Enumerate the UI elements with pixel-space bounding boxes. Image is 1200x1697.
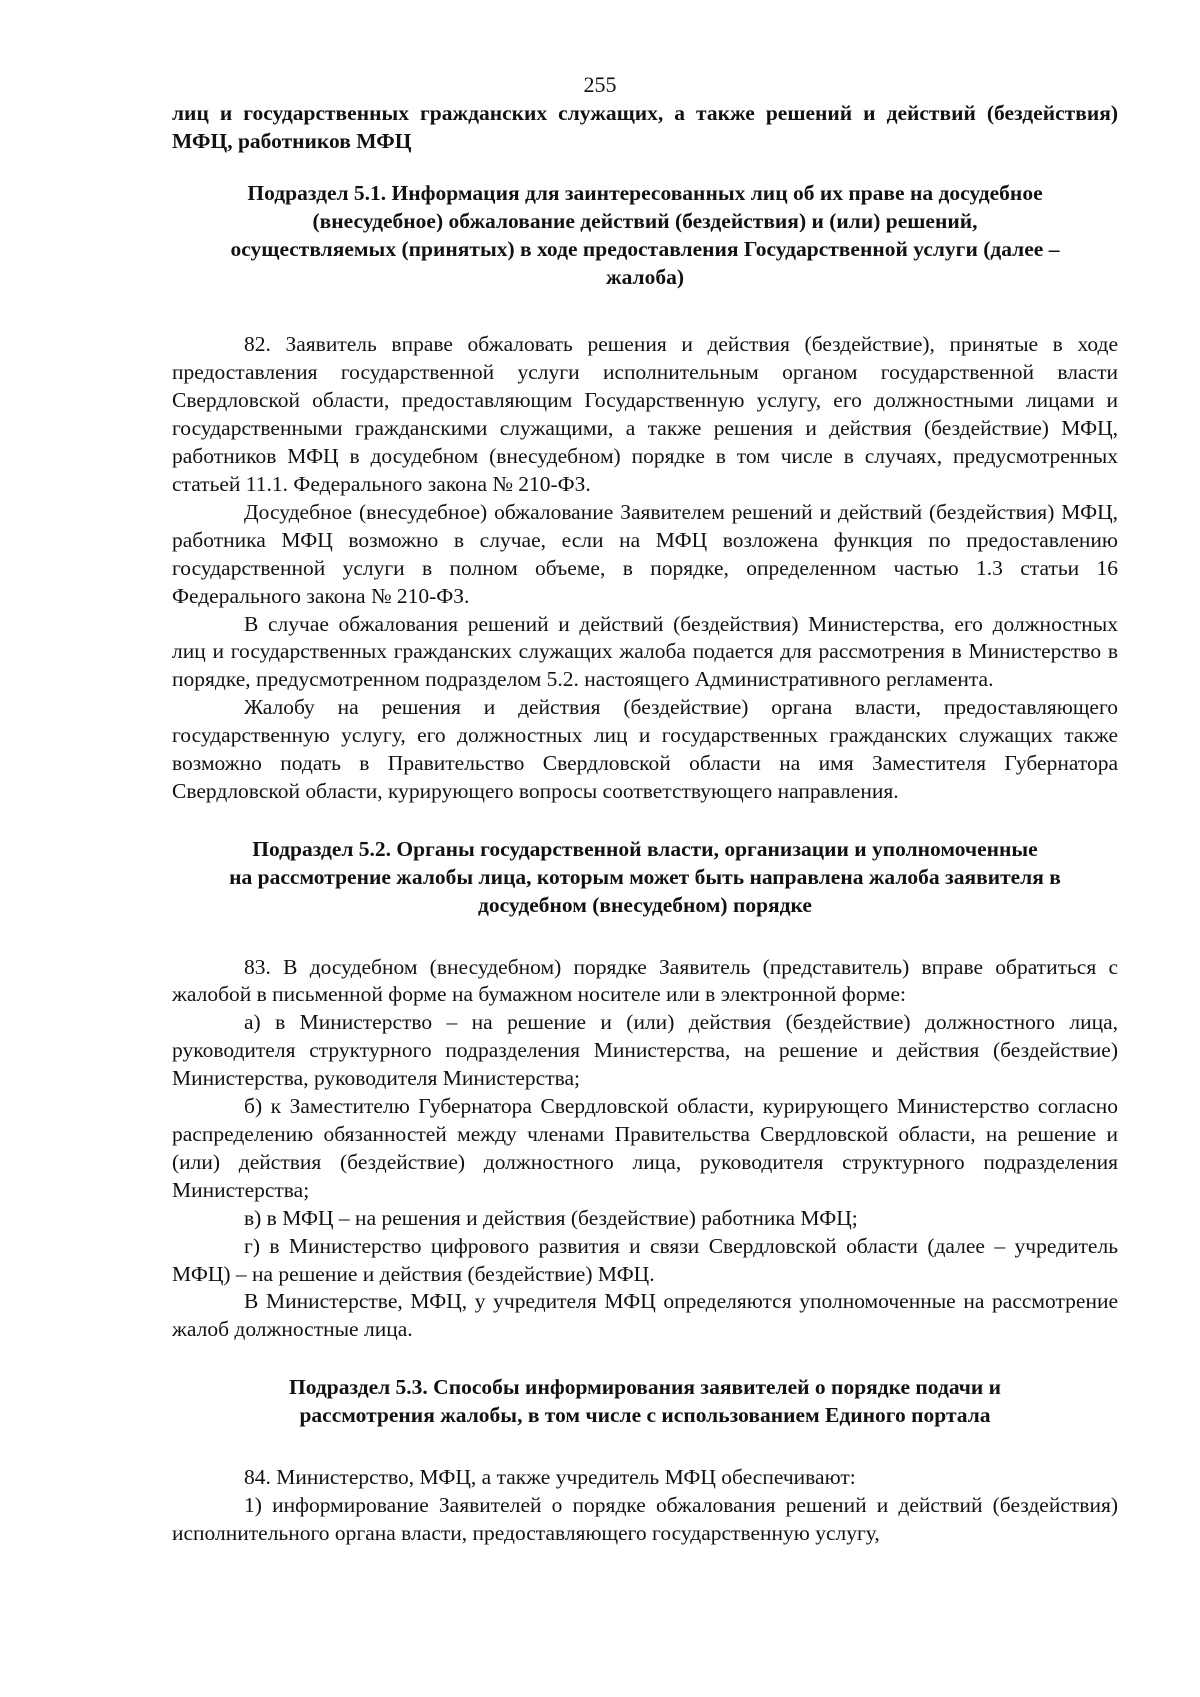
- heading-line: Подраздел 5.3. Способы информирования заявителей о порядке подачи и: [289, 1375, 1001, 1400]
- subsection-5-2-heading: [172, 836, 1118, 920]
- list-item-v: в) в МФЦ – на решения и действия (бездействие) работника МФЦ;: [244, 1205, 858, 1230]
- list-item-g: г) в Министерство цифрового развития и связи Свердловской области (далее – учредитель МФЦ) – на решение и действия (бездействие) МФЦ.: [172, 1233, 1118, 1286]
- subsection-5-3-heading: [172, 1374, 1118, 1430]
- paragraph-83: 83. В досудебном (внесудебном) порядке Заявитель (представитель) вправе обратиться с жалобой в письменной форме на бумажном носителе или в электронной форме:: [172, 954, 1118, 1007]
- heading-line: Подраздел 5.1. Информация для заинтересованных лиц об их праве на досудебное: [247, 180, 1043, 205]
- heading-line: осуществляемых (принятых) в ходе предоставления Государственной услуги (далее –: [230, 236, 1060, 261]
- paragraph-82: 82. Заявитель вправе обжаловать решения и действия (бездействие), принятые в ходе предоставления государственной услуги исполнительным органом государственной власти Свердловской области, предоставляющим Государственную услугу, его должностными лицами и государственными гражданскими служащими, а также решения и действия (бездействие) МФЦ, работников МФЦ в досудебном (внесудебном) порядке в том числе в случаях, предусмотренных статьей 11.1. Федерального закона № 210-ФЗ.: [172, 332, 1118, 496]
- continued-section-heading: лиц и государственных гражданских служащих, а также решений и действий (бездействия) МФЦ, работников МФЦ: [172, 101, 1118, 153]
- paragraph: В Министерстве, МФЦ, у учредителя МФЦ определяются уполномоченные на рассмотрение жалоб должностные лица.: [172, 1289, 1118, 1342]
- paragraph: Досудебное (внесудебное) обжалование Заявителем решений и действий (бездействия) МФЦ, работника МФЦ возможно в случае, если на МФЦ возложена функция по предоставлению государственной услуги в полном объеме, в порядке, определенном частью 1.3 статьи 16 Федерального закона № 210-ФЗ.: [172, 499, 1118, 608]
- page-content: [172, 100, 1118, 1548]
- heading-line: Подраздел 5.2. Органы государственной власти, организации и уполномоченные: [252, 836, 1038, 861]
- list-item-b: б) к Заместителю Губернатора Свердловской области, курирующего Министерство согласно распределению обязанностей между членами Правительства Свердловской области, на решение и (или) действия (бездействие) должностного лица, руководителя структурного подразделения Министерства;: [172, 1094, 1118, 1202]
- heading-line: (внесудебное) обжалование действий (бездействия) и (или) решений,: [312, 208, 978, 233]
- heading-line: досудебном (внесудебном) порядке: [478, 892, 812, 917]
- list-item-a: а) в Министерство – на решение и (или) действия (бездействие) должностного лица, руководителя структурного подразделения Министерства, на решение и действия (бездействие) Министерства, руководителя Министерства;: [172, 1010, 1118, 1091]
- subsection-5-1-heading: [172, 180, 1118, 292]
- page-number: 255: [583, 72, 617, 97]
- paragraph-84: 84. Министерство, МФЦ, а также учредитель МФЦ обеспечивают:: [244, 1465, 856, 1490]
- heading-line: жалоба): [605, 264, 684, 289]
- paragraph: Жалобу на решения и действия (бездействие) органа власти, предоставляющего государственную услугу, его должностных лиц и государственных гражданских служащих также возможно подать в Правительство Свердловской области на имя Заместителя Губернатора Свердловской области, курирующего вопросы соответствующего направления.: [172, 695, 1118, 803]
- heading-line: рассмотрения жалобы, в том числе с использованием Единого портала: [299, 1403, 991, 1428]
- list-item-1: 1) информирование Заявителей о порядке обжалования решений и действий (бездействия) исполнительного органа власти, предоставляющего государственную услугу,: [172, 1492, 1118, 1545]
- paragraph: В случае обжалования решений и действий (бездействия) Министерства, его должностных лиц и государственных гражданских служащих жалоба подается для рассмотрения в Министерство в порядке, предусмотренном подразделом 5.2. настоящего Административного регламента.: [172, 611, 1118, 692]
- heading-line: на рассмотрение жалобы лица, которым может быть направлена жалоба заявителя в: [229, 864, 1061, 889]
